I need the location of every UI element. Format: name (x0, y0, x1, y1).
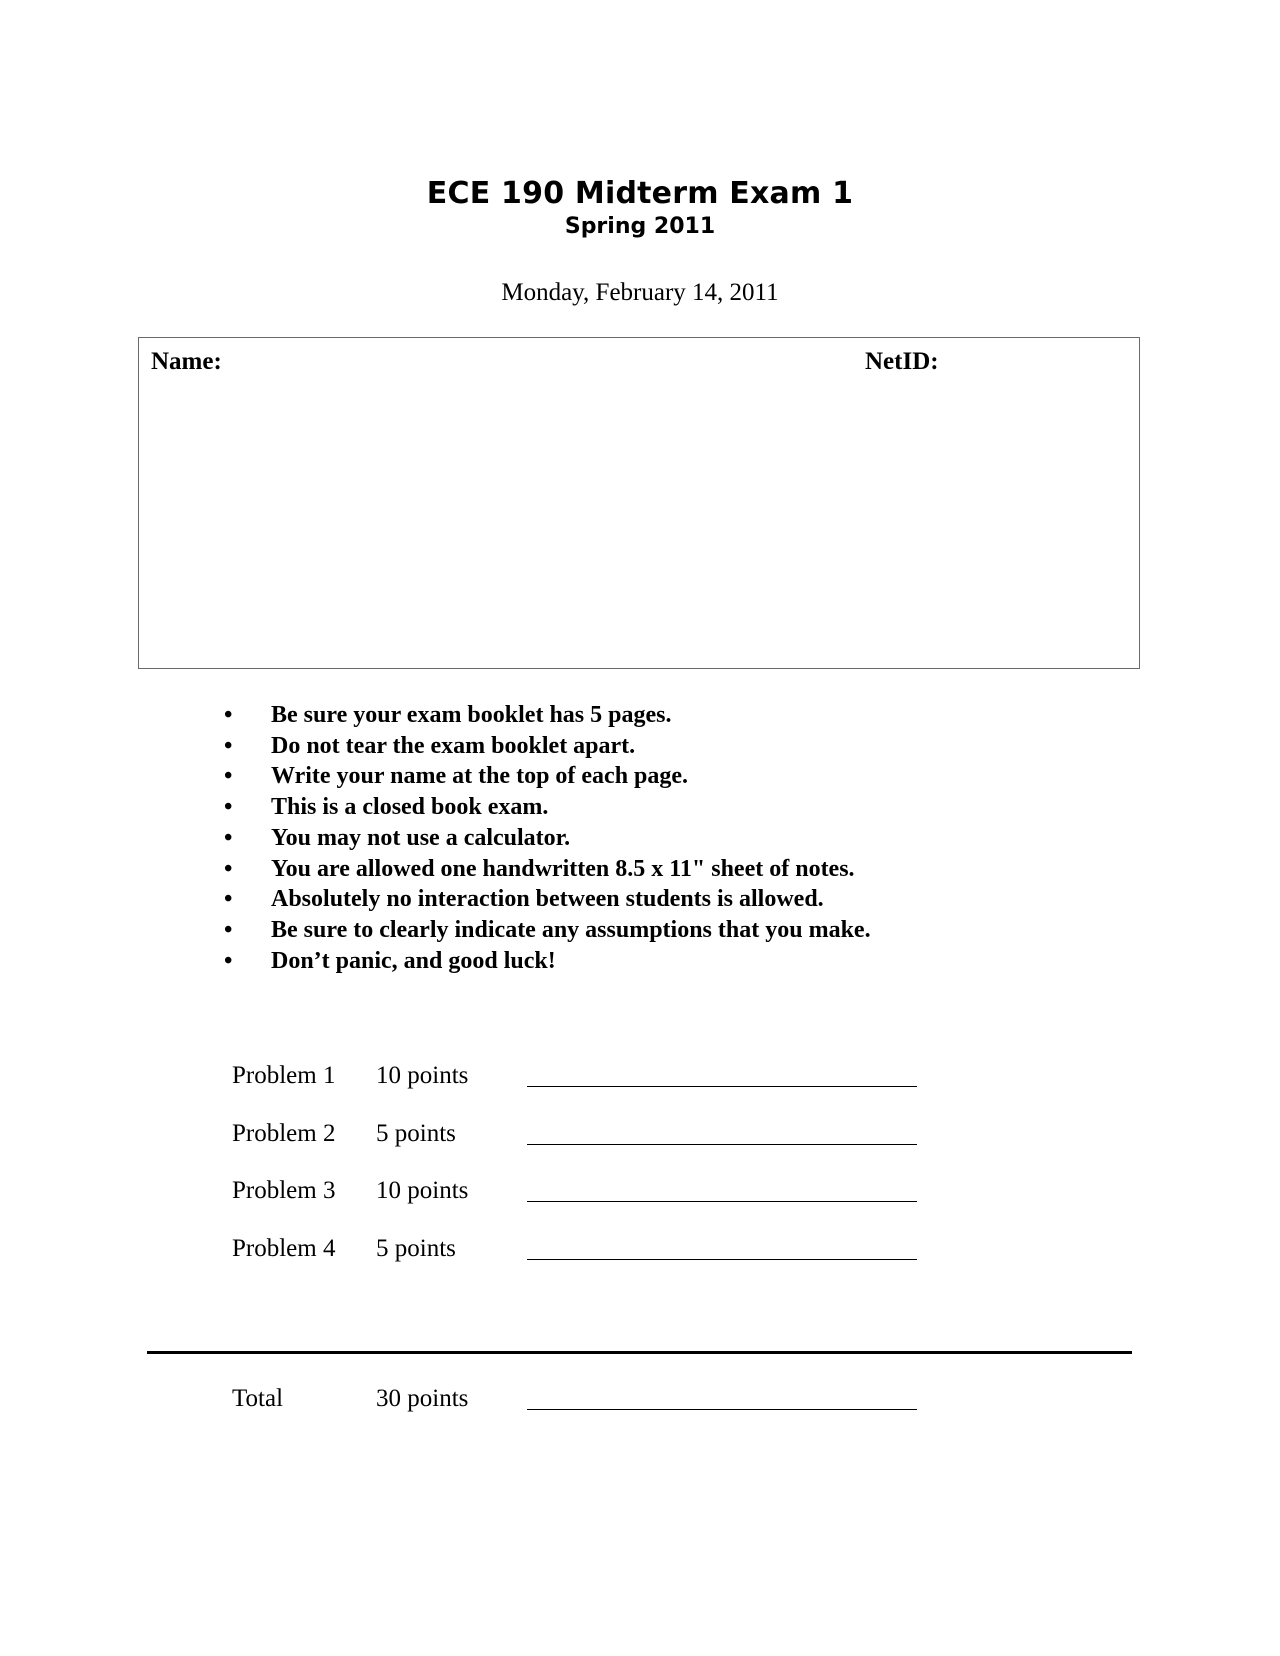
score-blank[interactable] (527, 1144, 917, 1145)
total-score-blank[interactable] (527, 1409, 917, 1410)
instruction-item (224, 823, 871, 854)
student-id-box[interactable] (138, 337, 1140, 669)
problem-name: Problem 3 (232, 1177, 336, 1204)
problem-name: Problem 2 (232, 1120, 336, 1147)
score-blank[interactable] (527, 1201, 917, 1202)
instruction-text: Be sure to clearly indicate any assumptions that you make. (271, 916, 871, 943)
instructions-list (224, 700, 871, 976)
instruction-text: Absolutely no interaction between students is allowed. (271, 886, 824, 913)
bullet-icon: • (224, 702, 233, 728)
instruction-item (224, 761, 871, 792)
bullet-icon: • (224, 794, 233, 821)
instruction-item (224, 884, 871, 915)
instruction-text: Don’t panic, and good luck! (271, 947, 556, 974)
instruction-text: This is a closed book exam. (271, 794, 549, 821)
instruction-text: You are allowed one handwritten 8.5 x 11" sheet of notes. (271, 855, 855, 882)
exam-date: Monday, February 14, 2011 (501, 279, 779, 306)
bullet-icon: • (224, 763, 233, 790)
problem-points: 5 points (376, 1235, 456, 1262)
bullet-icon: • (224, 886, 233, 913)
score-blank[interactable] (527, 1086, 917, 1087)
instruction-item (224, 915, 871, 946)
instruction-item (224, 854, 871, 885)
instruction-item (224, 700, 871, 731)
exam-title: ECE 190 Midterm Exam 1 (426, 176, 854, 211)
instruction-text: You may not use a calculator. (271, 824, 571, 851)
instruction-item (224, 792, 871, 823)
bullet-icon: • (224, 916, 233, 943)
bullet-icon: • (224, 732, 233, 759)
instruction-text: Be sure your exam booklet has 5 pages. (271, 702, 672, 728)
bullet-icon: • (224, 824, 233, 851)
total-label: Total (232, 1385, 284, 1412)
instruction-text: Do not tear the exam booklet apart. (271, 732, 636, 759)
instruction-item (224, 946, 871, 977)
netid-label: NetID: (865, 348, 939, 375)
bullet-icon: • (224, 855, 233, 882)
instruction-item (224, 731, 871, 762)
problem-points: 10 points (376, 1177, 469, 1204)
problem-name: Problem 4 (232, 1235, 336, 1262)
total-divider (147, 1351, 1132, 1354)
exam-term: Spring 2011 (564, 214, 716, 239)
problem-points: 5 points (376, 1120, 456, 1147)
bullet-icon: • (224, 947, 233, 974)
score-blank[interactable] (527, 1259, 917, 1260)
problem-points: 10 points (376, 1062, 469, 1089)
total-points: 30 points (376, 1385, 469, 1412)
problem-name: Problem 1 (232, 1062, 336, 1089)
instruction-text: Write your name at the top of each page. (271, 763, 689, 790)
name-label: Name: (151, 348, 222, 375)
